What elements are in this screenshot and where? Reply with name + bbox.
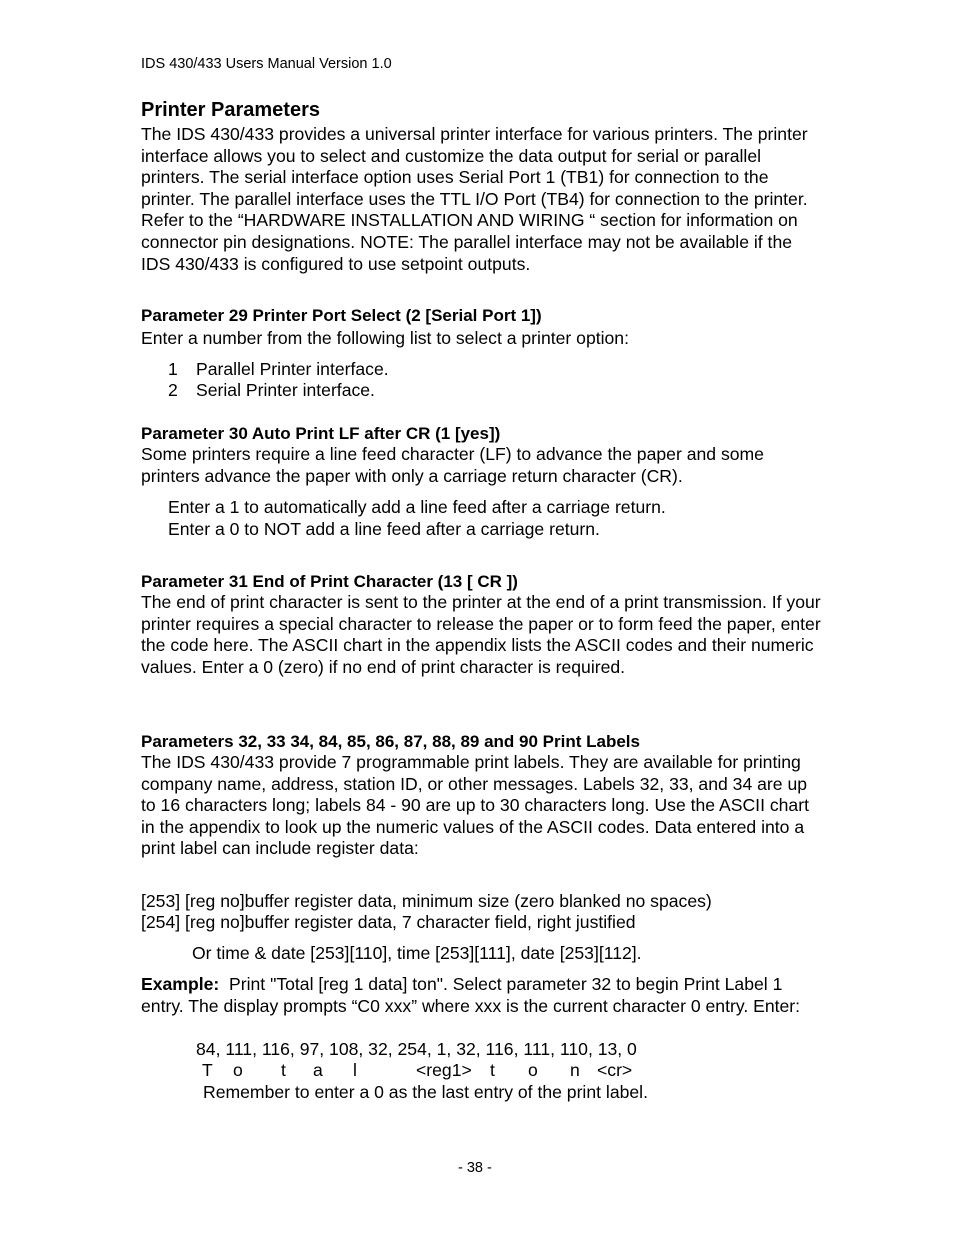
page-header: IDS 430/433 Users Manual Version 1.0 [141,56,392,72]
param-30-heading: Parameter 30 Auto Print LF after CR (1 [yes]) [141,424,501,443]
param-30-line: Enter a 0 to NOT add a line feed after a carriage return. [168,519,600,539]
param-30-text: Some printers require a line feed character (LF) to advance the paper and some printers advance the paper with only a carriage return character (CR). [141,444,764,486]
example-char: o [233,1060,243,1080]
intro-paragraph: The IDS 430/433 provides a universal printer interface for various printers. The printer interface allows you to select and customize the data output for serial or parallel printers. The serial interface option uses Serial Port 1 (TB1) for connection to the printer. The parallel interface uses the TTL I/O Port (TB4) for connection to the printer. Refer to the “HARDWARE INSTALLATION AND WIRING “ section for information on connector pin designations. NOTE: The parallel interface may not be available if the IDS 430/433 is configured to use setpoint outputs. [141,124,808,274]
example-char: T [202,1060,213,1080]
example-paragraph [141,974,821,1017]
example-codes: 84, 111, 116, 97, 108, 32, 254, 1, 32, 116, 111, 110, 13, 0 [196,1039,637,1059]
page-title: Printer Parameters [141,99,320,121]
param-30-line: Enter a 1 to automatically add a line feed after a carriage return. [168,497,666,517]
example-char: t [281,1060,286,1080]
option-number: 2 [168,380,178,400]
example-char: t [490,1060,495,1080]
example-char: a [313,1060,323,1080]
param-32-heading: Parameters 32, 33 34, 84, 85, 86, 87, 88, 89 and 90 Print Labels [141,732,640,751]
option-number: 1 [168,359,178,379]
param-31-heading: Parameter 31 End of Print Character (13 [ CR ]) [141,572,518,591]
page-number: - 38 - [458,1160,492,1176]
register-line: [253] [reg no]buffer register data, minimum size (zero blanked no spaces) [141,891,712,911]
time-date-line: Or time & date [253][110], time [253][111], date [253][112]. [192,943,642,963]
param-31-text: The end of print character is sent to the printer at the end of a print transmission. If your printer requires a special character to release the paper or to form feed the paper, enter the code here. The ASCII chart in the appendix lists the ASCII codes and their numeric values. Enter a 0 (zero) if no end of print character is required. [141,592,821,677]
param-29-heading: Parameter 29 Printer Port Select (2 [Serial Port 1]) [141,306,542,325]
example-char: n [570,1060,580,1080]
example-char: <cr> [597,1060,633,1080]
option-label: Serial Printer interface. [196,380,375,400]
example-remember: Remember to enter a 0 as the last entry of the print label. [203,1082,648,1102]
example-char: l [353,1060,357,1080]
register-line: [254] [reg no]buffer register data, 7 character field, right justified [141,912,636,932]
param-29-text: Enter a number from the following list to select a printer option: [141,328,629,348]
option-label: Parallel Printer interface. [196,359,389,379]
example-char: <reg1> [416,1060,472,1080]
param-32-text: The IDS 430/433 provide 7 programmable print labels. They are available for printing company name, address, station ID, or other messages. Labels 32, 33, and 34 are up to 16 characters long; labels 84 - 90 are up to 30 characters long. Use the ASCII chart in the appendix to look up the numeric values of the ASCII codes. Data entered into a print label can include register data: [141,752,809,859]
example-char: o [528,1060,538,1080]
example-label: Example: [141,974,220,994]
example-text: Print "Total [reg 1 data] ton". Select parameter 32 to begin Print Label 1 entry. The display prompts “C0 xxx” where xxx is the current character 0 entry. Enter: [141,974,801,1016]
